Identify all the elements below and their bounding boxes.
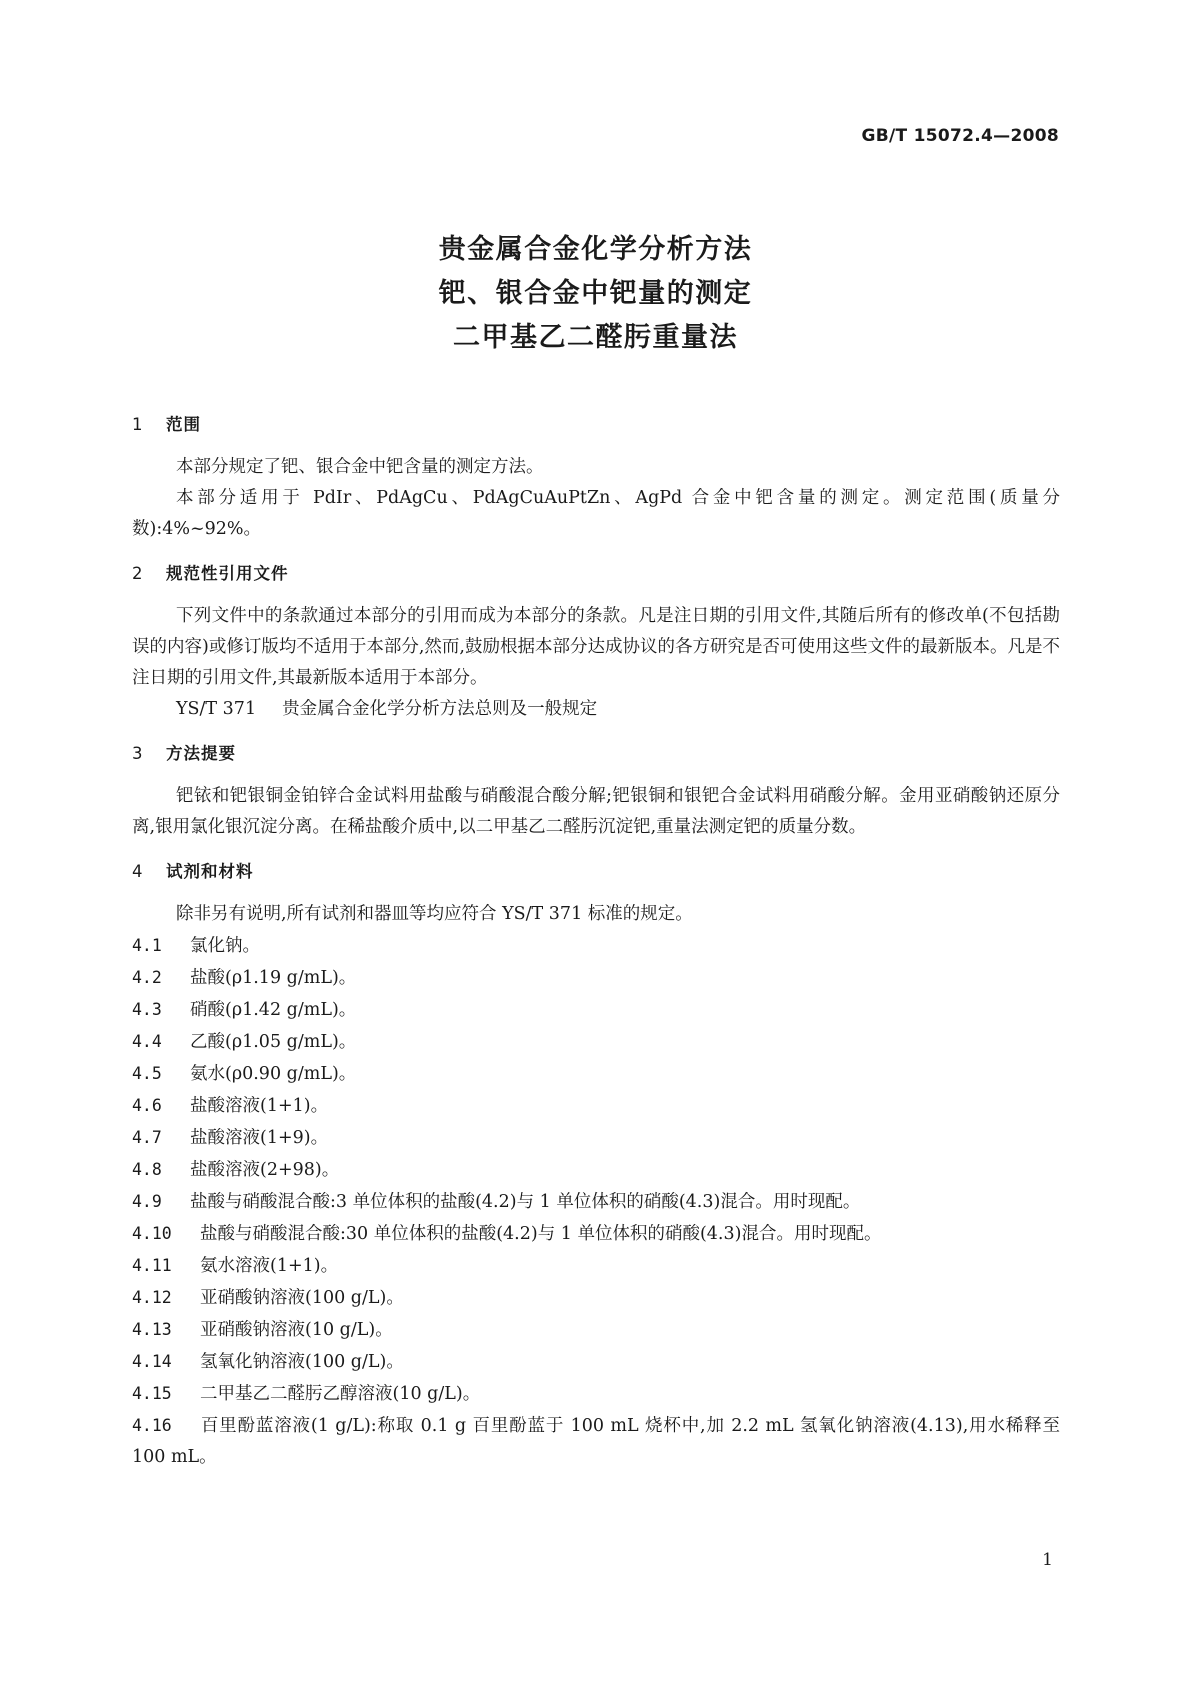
title-line-2: 钯、银合金中钯量的测定 — [438, 278, 753, 309]
item-text: 亚硝酸钠溶液(10 g/L)。 — [200, 1320, 393, 1340]
item-text: 盐酸溶液(1+1)。 — [190, 1096, 329, 1116]
item-number: 4.8 — [132, 1160, 162, 1179]
section-heading-scope — [132, 410, 1060, 440]
reagent-item — [132, 962, 1060, 994]
item-text: 二甲基乙二醛肟乙醇溶液(10 g/L)。 — [200, 1384, 481, 1404]
title-line-3: 二甲基乙二醛肟重量法 — [453, 322, 738, 353]
item-number: 4.4 — [132, 1032, 162, 1051]
section-number: 2 — [132, 564, 143, 583]
item-text: 氨水(ρ0.90 g/mL)。 — [190, 1064, 357, 1084]
item-number: 4.1 — [132, 936, 162, 955]
reagent-item — [132, 1218, 1060, 1250]
reference-title: 贵金属合金化学分析方法总则及一般规定 — [282, 699, 598, 719]
section-number: 3 — [132, 744, 143, 763]
scope-paragraph-2: 本部分适用于 PdIr、PdAgCu、PdAgCuAuPtZn、AgPd 合金中钯含量的测定。测定范围(质量分数):4%~92%。 — [132, 488, 1060, 539]
reagents-intro-paragraph: 除非另有说明,所有试剂和器皿等均应符合 YS/T 371 标准的规定。 — [176, 904, 693, 924]
item-number: 4.12 — [132, 1288, 172, 1307]
item-text: 氨水溶液(1+1)。 — [200, 1256, 339, 1276]
method-summary-paragraph: 钯铱和钯银铜金铂锌合金试料用盐酸与硝酸混合酸分解;钯银铜和银钯合金试料用硝酸分解。金用亚硝酸钠还原分离,银用氯化银沉淀分离。在稀盐酸介质中,以二甲基乙二醛肟沉淀钯,重量法测定钯的质量分数。 — [132, 786, 1060, 837]
item-number: 4.6 — [132, 1096, 162, 1115]
reagent-item — [132, 1186, 1060, 1218]
section-heading-method-summary — [132, 739, 1060, 769]
section-title: 方法提要 — [166, 744, 236, 763]
item-number: 4.2 — [132, 968, 162, 987]
section-heading-reagents — [132, 857, 1060, 887]
item-number: 4.5 — [132, 1064, 162, 1083]
document-title — [0, 228, 1191, 360]
item-text: 盐酸与硝酸混合酸:3 单位体积的盐酸(4.2)与 1 单位体积的硝酸(4.3)混合。用时现配。 — [190, 1192, 861, 1212]
item-number: 4.7 — [132, 1128, 162, 1147]
reference-entry — [132, 694, 1060, 725]
item-number: 4.11 — [132, 1256, 172, 1275]
item-text: 盐酸(ρ1.19 g/mL)。 — [190, 968, 357, 988]
item-text: 乙酸(ρ1.05 g/mL)。 — [190, 1032, 357, 1052]
item-text: 百里酚蓝溶液(1 g/L):称取 0.1 g 百里酚蓝于 100 mL 烧杯中,加 2.2 mL 氢氧化钠溶液(4.13),用水稀释至 100 mL。 — [132, 1416, 1060, 1467]
item-number: 4.9 — [132, 1192, 162, 1211]
reagent-item — [132, 1250, 1060, 1282]
reagent-item — [132, 994, 1060, 1026]
reagent-item — [132, 1378, 1060, 1410]
reagent-item — [132, 1058, 1060, 1090]
standard-code: GB/T 15072.4—2008 — [861, 126, 1059, 146]
item-text: 盐酸与硝酸混合酸:30 单位体积的盐酸(4.2)与 1 单位体积的硝酸(4.3)混合。用时现配。 — [200, 1224, 882, 1244]
section-title: 规范性引用文件 — [166, 564, 289, 583]
document-body — [132, 410, 1060, 1473]
item-text: 盐酸溶液(1+9)。 — [190, 1128, 329, 1148]
reference-code: YS/T 371 — [176, 699, 257, 719]
reagent-item — [132, 1122, 1060, 1154]
scope-paragraph-1: 本部分规定了钯、银合金中钯含量的测定方法。 — [176, 457, 544, 477]
item-text: 氯化钠。 — [190, 936, 260, 956]
section-number: 1 — [132, 415, 143, 434]
item-number: 4.3 — [132, 1000, 162, 1019]
item-text: 氢氧化钠溶液(100 g/L)。 — [200, 1352, 404, 1372]
reagent-item — [132, 1410, 1060, 1473]
item-text: 硝酸(ρ1.42 g/mL)。 — [190, 1000, 357, 1020]
item-number: 4.10 — [132, 1224, 172, 1243]
reagent-item — [132, 1282, 1060, 1314]
item-number: 4.16 — [132, 1416, 172, 1435]
item-number: 4.14 — [132, 1352, 172, 1371]
item-text: 亚硝酸钠溶液(100 g/L)。 — [200, 1288, 404, 1308]
item-text: 盐酸溶液(2+98)。 — [190, 1160, 340, 1180]
reagent-item — [132, 930, 1060, 962]
item-number: 4.15 — [132, 1384, 172, 1403]
section-title: 范围 — [166, 415, 201, 434]
item-number: 4.13 — [132, 1320, 172, 1339]
section-heading-normative-references — [132, 559, 1060, 589]
reagent-item — [132, 1154, 1060, 1186]
references-paragraph: 下列文件中的条款通过本部分的引用而成为本部分的条款。凡是注日期的引用文件,其随后所有的修改单(不包括勘误的内容)或修订版均不适用于本部分,然而,鼓励根据本部分达成协议的各方研究是否可使用这些文件的最新版本。凡是不注日期的引用文件,其最新版本适用于本部分。 — [132, 606, 1060, 688]
section-number: 4 — [132, 862, 143, 881]
title-line-1: 贵金属合金化学分析方法 — [438, 234, 753, 265]
section-title: 试剂和材料 — [166, 862, 254, 881]
page-number: 1 — [1042, 1550, 1053, 1570]
reagent-item — [132, 1314, 1060, 1346]
reagent-item — [132, 1090, 1060, 1122]
reagent-item — [132, 1026, 1060, 1058]
reagent-item — [132, 1346, 1060, 1378]
